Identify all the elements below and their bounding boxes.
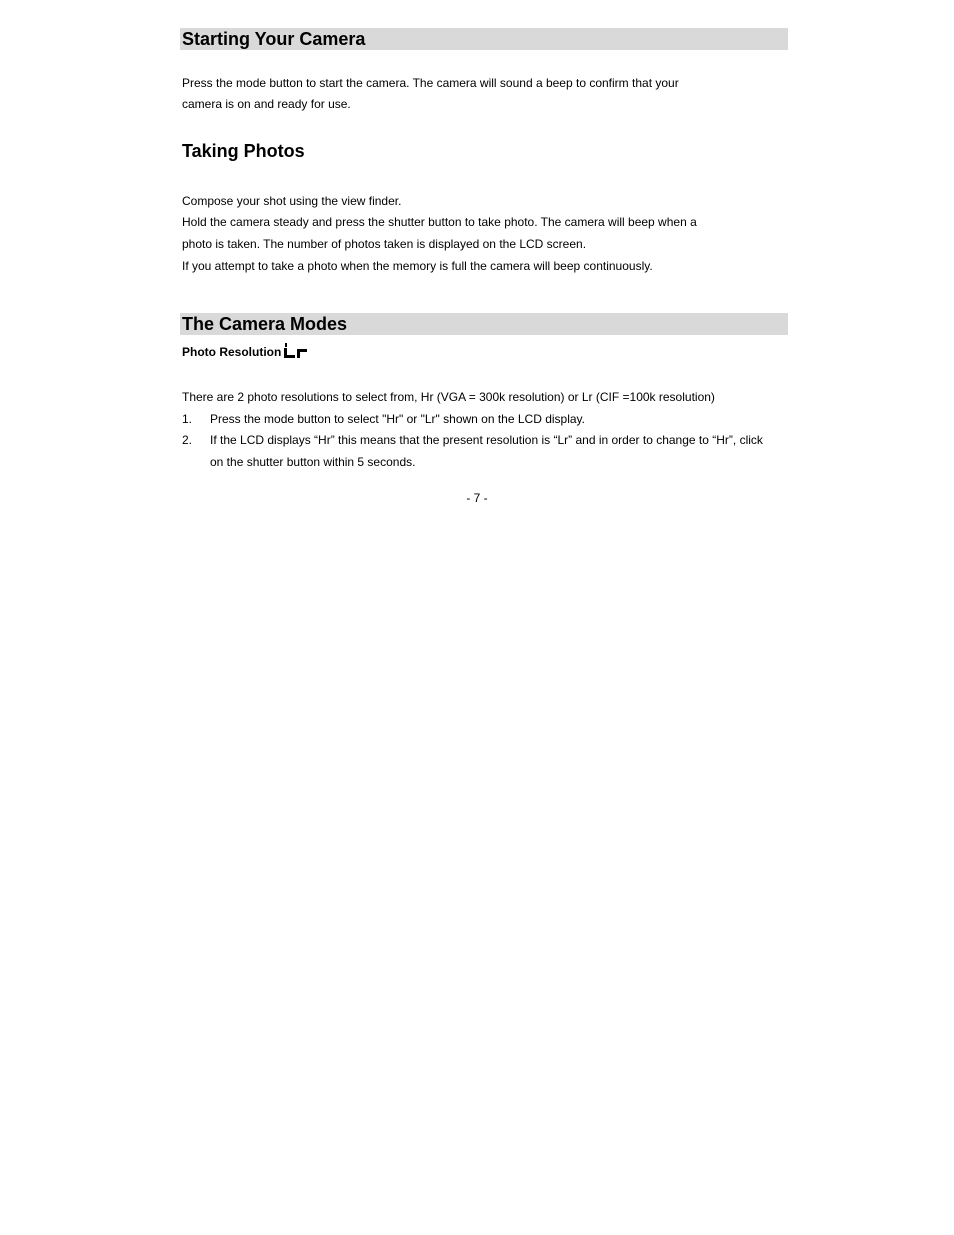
step-number: 1. (182, 412, 193, 426)
photo-resolution-subheading (182, 342, 310, 360)
step-number: 2. (182, 433, 193, 447)
starting-camera-line-2: camera is on and ready for use. (182, 97, 351, 111)
section-heading-camera-modes: The Camera Modes (180, 313, 788, 335)
step-text-line: on the shutter button within 5 seconds. (210, 455, 416, 469)
taking-photos-line-1: Compose your shot using the view finder. (182, 194, 402, 208)
taking-photos-line-2: Hold the camera steady and press the shutter button to take photo. The camera will beep when a (182, 215, 697, 229)
starting-camera-line-1: Press the mode button to start the camera. The camera will sound a beep to confirm that your (182, 76, 679, 90)
lcd-lr-icon (284, 343, 310, 361)
section-heading-taking-photos: Taking Photos (182, 141, 305, 161)
step-text-line: Press the mode button to select "Hr" or "Lr" shown on the LCD display. (210, 412, 585, 426)
camera-modes-intro: There are 2 photo resolutions to select from, Hr (VGA = 300k resolution) or Lr (CIF =100k resolution) (182, 390, 715, 404)
photo-resolution-label: Photo Resolution (182, 345, 282, 359)
step-text-line: If the LCD displays “Hr” this means that the present resolution is “Lr” and in order to change to “Hr”, click (210, 433, 763, 447)
page-number: - 7 - (466, 491, 488, 505)
taking-photos-line-4: If you attempt to take a photo when the memory is full the camera will beep continuously. (182, 259, 653, 273)
section-heading-starting-camera: Starting Your Camera (180, 28, 788, 50)
taking-photos-line-3: photo is taken. The number of photos taken is displayed on the LCD screen. (182, 237, 587, 251)
